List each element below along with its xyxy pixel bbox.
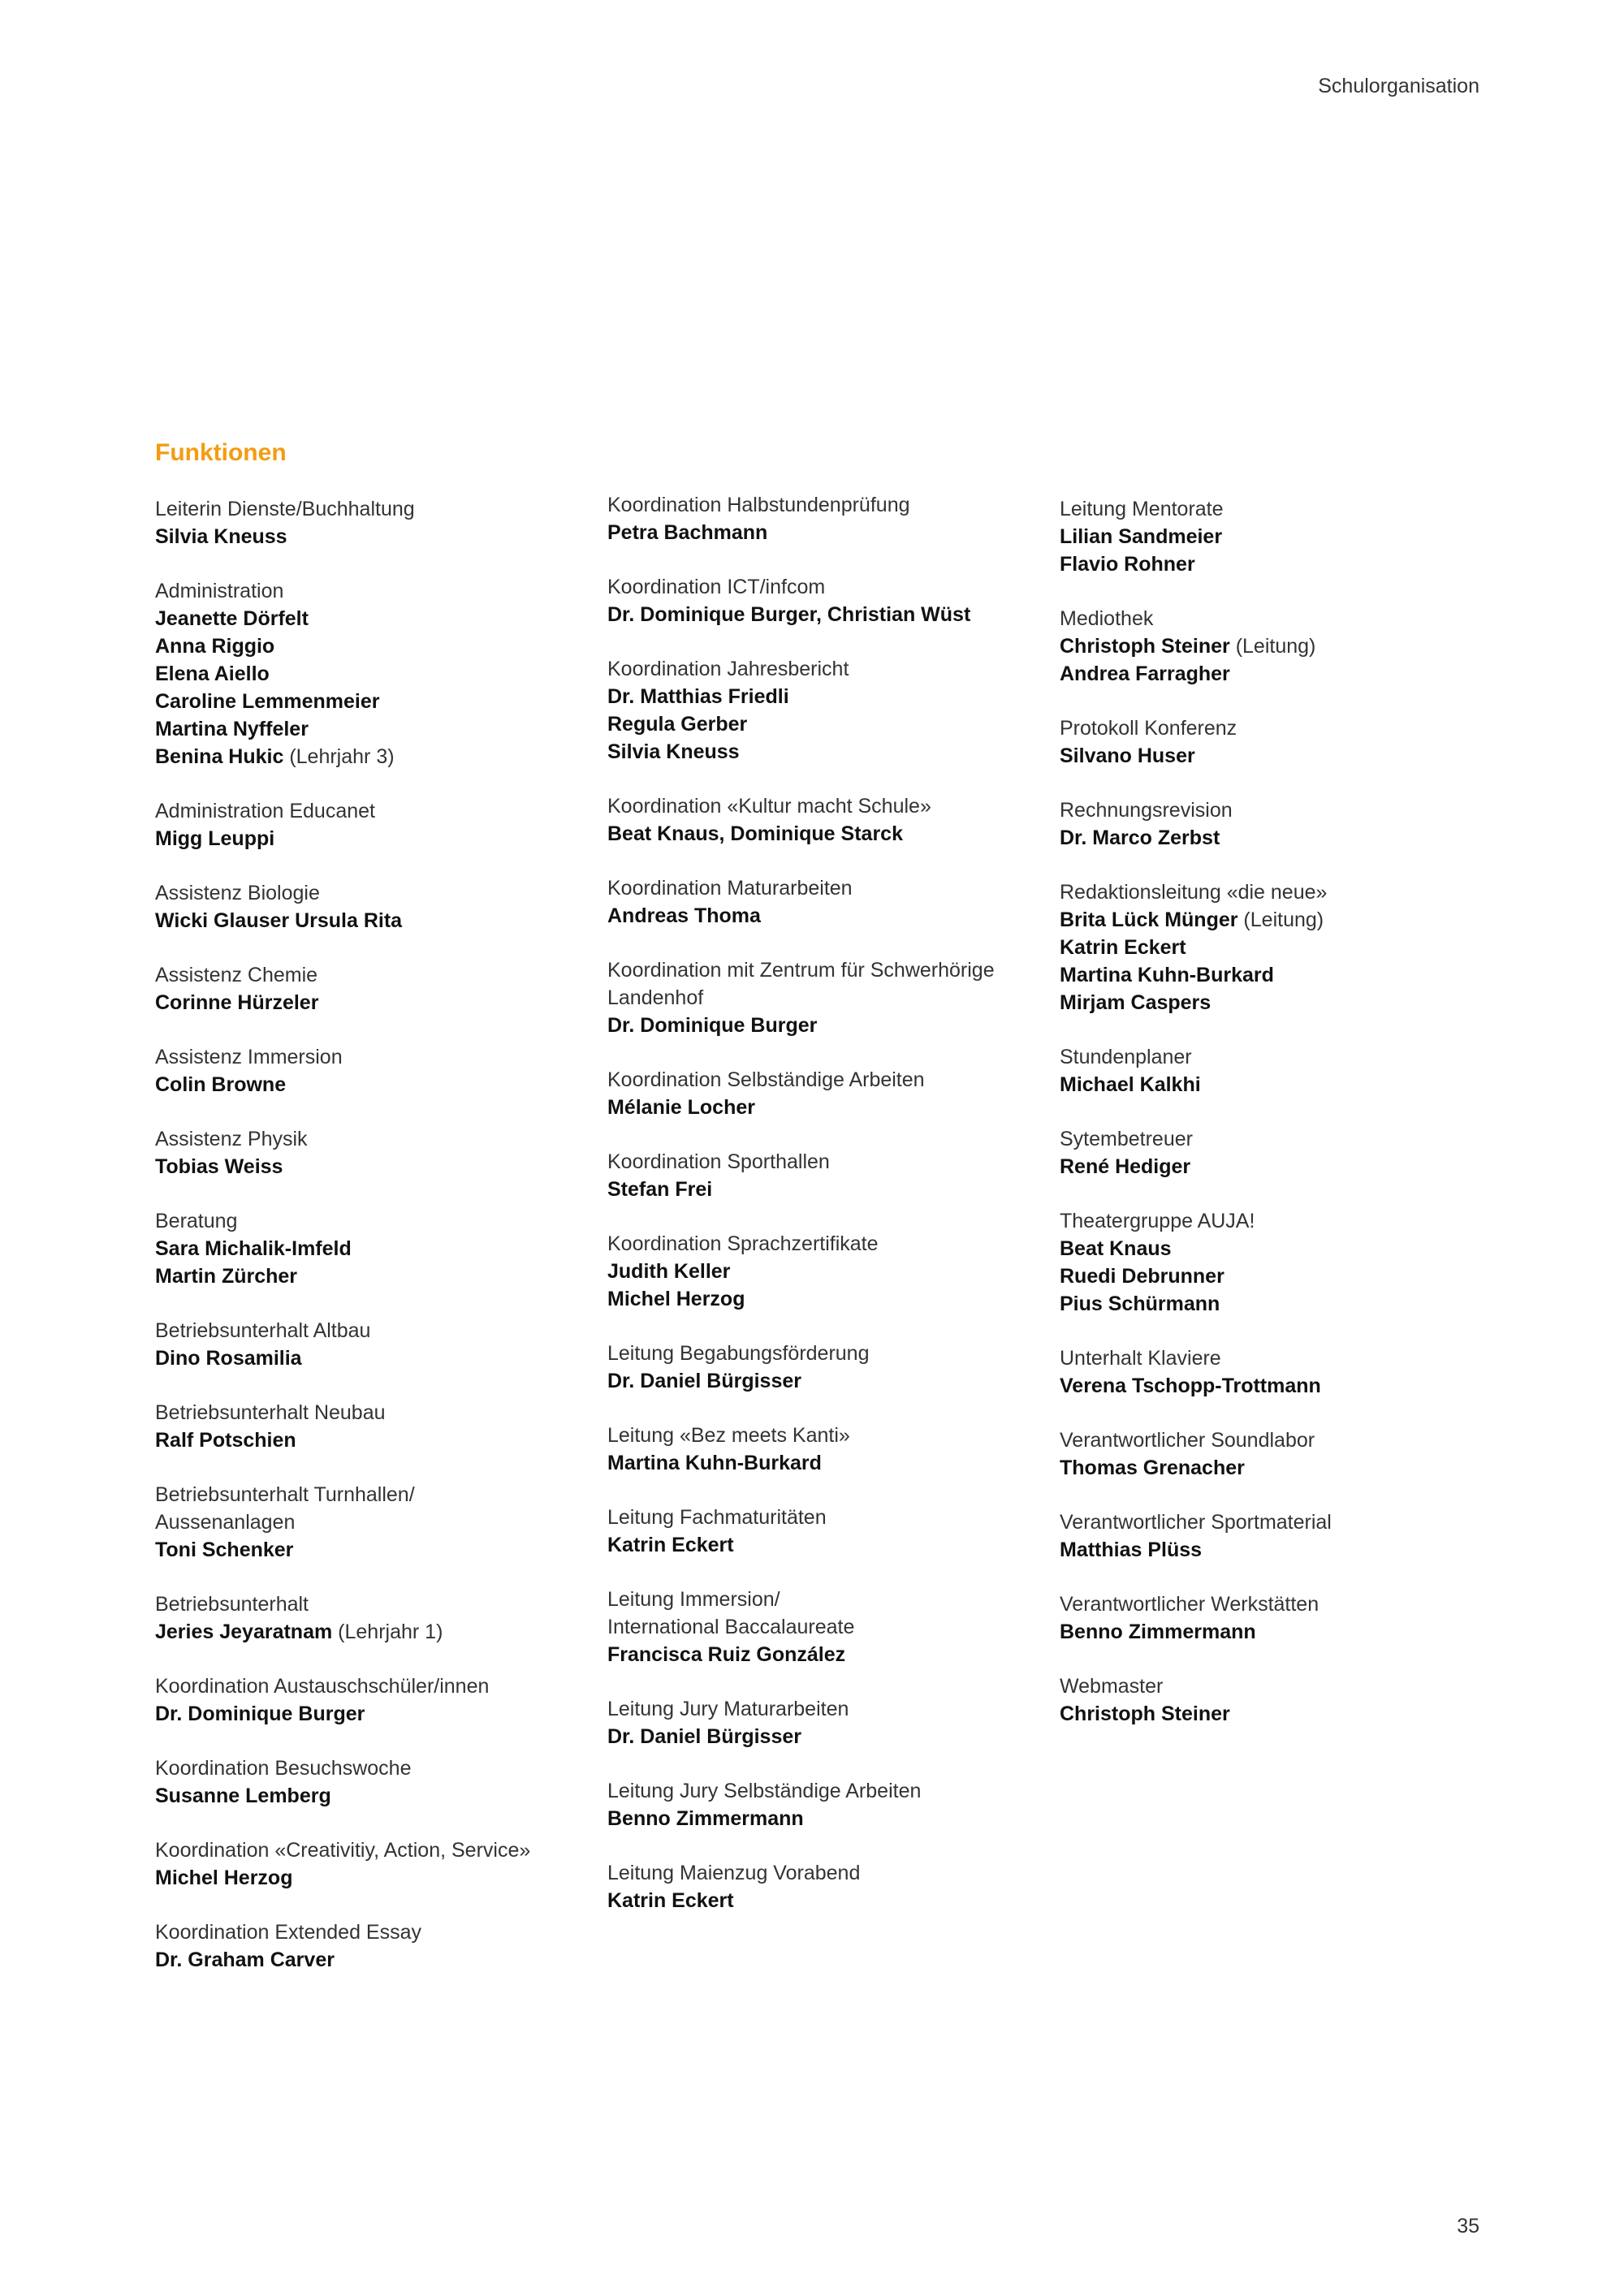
function-entry (155, 1754, 577, 1810)
person-name: Katrin Eckert (607, 1534, 734, 1556)
person-name: Silvano Huser (1060, 744, 1195, 767)
person-name: Benno Zimmermann (1060, 1621, 1256, 1643)
function-entry (155, 495, 577, 550)
person-line (155, 688, 577, 715)
function-entry (607, 491, 1030, 546)
function-entry (155, 961, 577, 1016)
person-line (155, 1536, 577, 1564)
person-name: Silvia Kneuss (607, 740, 740, 763)
function-entry (155, 1399, 577, 1454)
function-role: Koordination mit Zentrum für Schwerhörige Landenhof (607, 959, 995, 1009)
function-entry (155, 1125, 577, 1180)
function-role: Koordination Austauschschüler/innen (155, 1675, 490, 1698)
function-entry (607, 1340, 1030, 1395)
function-role: Leitung Fachmaturitäten (607, 1506, 827, 1529)
person-line (1060, 824, 1482, 852)
running-head: Schulorganisation (1318, 75, 1479, 97)
person-name: Brita Lück Münger (1060, 908, 1238, 931)
person-name: Petra Bachmann (607, 521, 768, 544)
person-line (155, 1782, 577, 1810)
person-line (607, 601, 1030, 628)
person-name: Stefan Frei (607, 1178, 713, 1201)
person-name: Sara Michalik-Imfeld (155, 1237, 352, 1260)
function-entry (1060, 1043, 1482, 1098)
function-role: Koordination «Kultur macht Schule» (607, 795, 931, 818)
function-entry (1060, 1344, 1482, 1400)
person-name: Regula Gerber (607, 713, 748, 736)
person-name: Judith Keller (607, 1260, 731, 1283)
function-role: Assistenz Immersion (155, 1046, 343, 1068)
person-note: (Lehrjahr 1) (332, 1621, 443, 1643)
person-name: Dr. Daniel Bürgisser (607, 1725, 801, 1748)
person-line (1060, 1235, 1482, 1262)
person-line (155, 660, 577, 688)
function-role: Koordination Besuchswoche (155, 1757, 412, 1780)
person-name: Elena Aiello (155, 662, 270, 685)
function-entry (155, 879, 577, 934)
person-line (1060, 1290, 1482, 1318)
person-line (1060, 660, 1482, 688)
function-role: Administration (155, 580, 284, 602)
function-entry (607, 1859, 1030, 1914)
function-role: Administration Educanet (155, 800, 375, 822)
person-line (607, 1367, 1030, 1395)
function-role: Betriebsunterhalt Altbau (155, 1319, 371, 1342)
function-role: Koordination Extended Essay (155, 1921, 421, 1944)
function-role: Leitung Begabungsförderung (607, 1342, 870, 1365)
person-name: Toni Schenker (155, 1539, 294, 1561)
function-role: Betriebsunterhalt Turnhallen/ Aussenanlagen (155, 1483, 415, 1534)
person-line (607, 1176, 1030, 1203)
person-line (1060, 1618, 1482, 1646)
person-name: Tobias Weiss (155, 1155, 283, 1178)
person-line (155, 715, 577, 743)
function-entry (1060, 714, 1482, 770)
function-role: Koordination Selbständige Arbeiten (607, 1068, 925, 1091)
person-name: Michael Kalkhi (1060, 1073, 1201, 1096)
function-role: Redaktionsleitung «die neue» (1060, 881, 1328, 904)
function-role: Unterhalt Klaviere (1060, 1347, 1221, 1370)
person-line (607, 902, 1030, 930)
person-line (1060, 1536, 1482, 1564)
person-name: Caroline Lemmenmeier (155, 690, 380, 713)
function-entry (155, 577, 577, 770)
person-line (155, 605, 577, 632)
function-entry (607, 573, 1030, 628)
function-role: Assistenz Physik (155, 1128, 308, 1150)
function-role: Koordination Sprachzertifikate (607, 1232, 879, 1255)
function-role: Verantwortlicher Sportmaterial (1060, 1511, 1332, 1534)
person-line (155, 1426, 577, 1454)
function-entry (607, 874, 1030, 930)
function-role: Mediothek (1060, 607, 1154, 630)
person-line (607, 1094, 1030, 1121)
person-line (607, 1805, 1030, 1832)
function-entry (155, 1207, 577, 1290)
person-line (607, 820, 1030, 848)
function-role: Koordination «Creativitiy, Action, Service» (155, 1839, 531, 1862)
functions-column-3 (1060, 495, 1482, 1754)
person-name: Pius Schürmann (1060, 1293, 1220, 1315)
function-role: Verantwortlicher Werkstätten (1060, 1593, 1320, 1616)
person-line (155, 1235, 577, 1262)
person-note: (Leitung) (1237, 908, 1324, 931)
function-entry (1060, 495, 1482, 578)
person-name: Michel Herzog (155, 1867, 293, 1889)
function-role: Assistenz Chemie (155, 964, 318, 986)
person-line (155, 825, 577, 852)
person-name: Ruedi Debrunner (1060, 1265, 1224, 1288)
person-line (155, 1344, 577, 1372)
person-name: Colin Browne (155, 1073, 287, 1096)
person-line (607, 1531, 1030, 1559)
person-name: Dr. Graham Carver (155, 1949, 335, 1971)
page-number: 35 (1457, 2215, 1479, 2238)
function-entry (155, 1043, 577, 1098)
function-role: Verantwortlicher Soundlabor (1060, 1429, 1315, 1452)
person-name: Dr. Marco Zerbst (1060, 826, 1220, 849)
person-name: Wicki Glauser Ursula Rita (155, 909, 403, 932)
person-line (155, 1071, 577, 1098)
function-entry (1060, 878, 1482, 1016)
person-name: Benina Hukic (155, 745, 284, 768)
person-line (155, 1864, 577, 1892)
person-line (1060, 906, 1482, 934)
function-entry (155, 1481, 577, 1564)
person-line (1060, 1372, 1482, 1400)
function-role: Betriebsunterhalt (155, 1593, 309, 1616)
person-line (1060, 934, 1482, 961)
person-name: Francisca Ruiz González (607, 1643, 846, 1666)
person-note: (Leitung) (1229, 635, 1316, 658)
person-name: Christoph Steiner (1060, 635, 1230, 658)
function-entry (1060, 1207, 1482, 1318)
function-role: Koordination ICT/infcom (607, 576, 826, 598)
person-name: Jeries Jeyaratnam (155, 1621, 333, 1643)
person-line (607, 1641, 1030, 1668)
person-line (607, 1449, 1030, 1477)
person-name: Corinne Hürzeler (155, 991, 319, 1014)
person-line (1060, 550, 1482, 578)
person-line (155, 743, 577, 770)
person-name: Michel Herzog (607, 1288, 745, 1310)
function-entry (607, 956, 1030, 1039)
person-line (155, 632, 577, 660)
person-line (607, 1258, 1030, 1285)
function-role: Leiterin Dienste/Buchhaltung (155, 498, 415, 520)
function-entry (607, 1422, 1030, 1477)
person-line (155, 1153, 577, 1180)
function-entry (1060, 1590, 1482, 1646)
person-line (155, 523, 577, 550)
function-role: Leitung Jury Maturarbeiten (607, 1698, 849, 1720)
person-name: Martina Kuhn-Burkard (607, 1452, 822, 1474)
person-name: Verena Tschopp-Trottmann (1060, 1375, 1321, 1397)
person-name: Jeanette Dörfelt (155, 607, 309, 630)
person-name: Matthias Plüss (1060, 1539, 1203, 1561)
person-name: Andreas Thoma (607, 904, 761, 927)
function-role: Leitung Immersion/ International Baccalaureate (607, 1588, 855, 1638)
person-name: Benno Zimmermann (607, 1807, 804, 1830)
person-line (1060, 961, 1482, 989)
person-line (1060, 742, 1482, 770)
person-name: Flavio Rohner (1060, 553, 1195, 576)
function-entry (1060, 1125, 1482, 1180)
person-line (155, 1946, 577, 1974)
function-entry (607, 1695, 1030, 1750)
person-line (607, 1285, 1030, 1313)
functions-column-1 (155, 495, 577, 2000)
person-name: Beat Knaus, Dominique Starck (607, 822, 903, 845)
person-line (607, 1887, 1030, 1914)
person-line (607, 1723, 1030, 1750)
person-name: Lilian Sandmeier (1060, 525, 1223, 548)
person-line (155, 1700, 577, 1728)
person-name: Mélanie Locher (607, 1096, 755, 1119)
function-entry (1060, 1508, 1482, 1564)
person-name: Andrea Farragher (1060, 662, 1230, 685)
function-entry (607, 1777, 1030, 1832)
function-role: Leitung Jury Selbständige Arbeiten (607, 1780, 922, 1802)
person-name: Katrin Eckert (607, 1889, 734, 1912)
function-entry (1060, 796, 1482, 852)
function-entry (1060, 1672, 1482, 1728)
function-entry (607, 1148, 1030, 1203)
person-line (155, 907, 577, 934)
function-role: Koordination Jahresbericht (607, 658, 849, 680)
function-role: Betriebsunterhalt Neubau (155, 1401, 386, 1424)
function-role: Leitung «Bez meets Kanti» (607, 1424, 850, 1447)
person-line (1060, 632, 1482, 660)
function-entry (1060, 605, 1482, 688)
function-role: Protokoll Konferenz (1060, 717, 1237, 740)
person-name: Mirjam Caspers (1060, 991, 1212, 1014)
function-entry (607, 792, 1030, 848)
function-role: Leitung Mentorate (1060, 498, 1224, 520)
function-entry (155, 1317, 577, 1372)
person-line (1060, 989, 1482, 1016)
function-role: Beratung (155, 1210, 238, 1232)
person-name: Katrin Eckert (1060, 936, 1186, 959)
person-line (607, 519, 1030, 546)
person-line (155, 989, 577, 1016)
function-role: Koordination Halbstundenprüfung (607, 494, 910, 516)
function-entry (607, 1230, 1030, 1313)
person-name: Martina Nyffeler (155, 718, 309, 740)
person-name: Martina Kuhn-Burkard (1060, 964, 1274, 986)
function-entry (607, 1066, 1030, 1121)
person-name: Thomas Grenacher (1060, 1457, 1245, 1479)
function-entry (155, 1918, 577, 1974)
person-line (1060, 523, 1482, 550)
function-role: Webmaster (1060, 1675, 1164, 1698)
person-name: Susanne Lemberg (155, 1785, 331, 1807)
function-entry (607, 1504, 1030, 1559)
person-line (1060, 1700, 1482, 1728)
person-name: Dr. Dominique Burger, Christian Wüst (607, 603, 971, 626)
function-entry (155, 1836, 577, 1892)
function-role: Leitung Maienzug Vorabend (607, 1862, 861, 1884)
person-line (607, 710, 1030, 738)
function-entry (1060, 1426, 1482, 1482)
person-line (155, 1618, 577, 1646)
function-role: Sytembetreuer (1060, 1128, 1193, 1150)
function-role: Koordination Maturarbeiten (607, 877, 853, 900)
functions-column-2 (607, 491, 1030, 1941)
person-line (1060, 1153, 1482, 1180)
section-title: Funktionen (155, 439, 287, 466)
person-line (607, 683, 1030, 710)
function-role: Theatergruppe AUJA! (1060, 1210, 1255, 1232)
person-line (607, 1012, 1030, 1039)
function-entry (607, 655, 1030, 766)
person-name: Dr. Matthias Friedli (607, 685, 789, 708)
person-line (1060, 1454, 1482, 1482)
person-name: Silvia Kneuss (155, 525, 287, 548)
person-name: Beat Knaus (1060, 1237, 1172, 1260)
person-name: Migg Leuppi (155, 827, 275, 850)
person-line (1060, 1071, 1482, 1098)
person-note: (Lehrjahr 3) (283, 745, 395, 768)
function-entry (155, 797, 577, 852)
person-name: Anna Riggio (155, 635, 275, 658)
function-role: Assistenz Biologie (155, 882, 320, 904)
function-entry (155, 1590, 577, 1646)
person-name: Dr. Dominique Burger (607, 1014, 818, 1037)
person-name: Dino Rosamilia (155, 1347, 302, 1370)
person-name: Martin Zürcher (155, 1265, 298, 1288)
function-entry (155, 1672, 577, 1728)
function-role: Koordination Sporthallen (607, 1150, 830, 1173)
person-line (607, 738, 1030, 766)
function-entry (607, 1586, 1030, 1668)
function-role: Stundenplaner (1060, 1046, 1192, 1068)
person-line (1060, 1262, 1482, 1290)
person-name: Ralf Potschien (155, 1429, 296, 1452)
person-line (155, 1262, 577, 1290)
function-role: Rechnungsrevision (1060, 799, 1233, 822)
person-name: René Hediger (1060, 1155, 1191, 1178)
person-name: Dr. Dominique Burger (155, 1703, 365, 1725)
person-name: Dr. Daniel Bürgisser (607, 1370, 801, 1392)
person-name: Christoph Steiner (1060, 1703, 1230, 1725)
